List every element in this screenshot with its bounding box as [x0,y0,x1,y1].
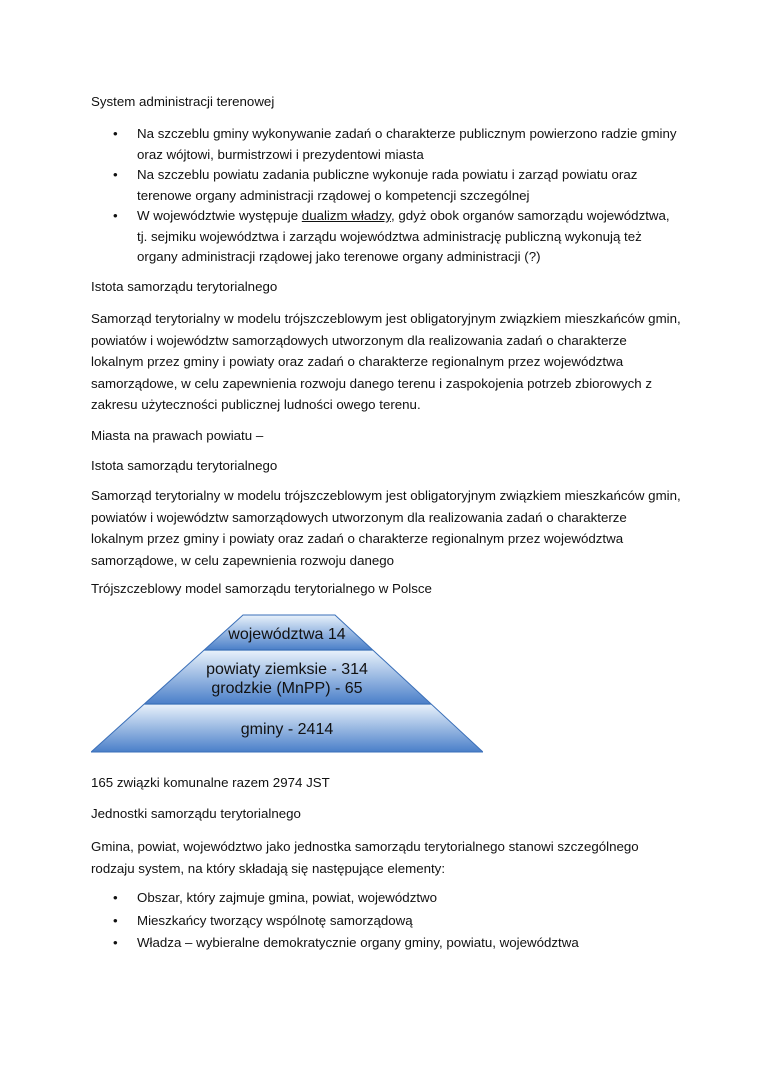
heading-system-administracji: System administracji terenowej [91,94,275,109]
pyramid-diagram [91,612,483,758]
list-item: • Obszar, który zajmuje gmina, powiat, województwo [113,890,438,905]
heading-istota-samorzadu-2: Istota samorządu terytorialnego [91,458,278,473]
underlined-term: dualizm władzy [301,208,391,223]
list-item: • Na szczeblu powiatu zadania publiczne wykonuje rada powiatu i zarząd powiatu oraz terenowe organy administracji rządowej o kompetencji szczególnej [113,167,638,203]
list-item: • W województwie występuje dualizm władzy, gdyż obok organów samorządu województwa, tj. sejmiku województwa i zarządu województwa administrację publiczną wykonują też organy administracji rządowej jako terenowe organy administracji (?) [113,208,670,264]
paragraph-jednostki: Gmina, powiat, województwo jako jednostka samorządu terytorialnego stanowi szczególnego rodzaju system, na który składają się następujące elementy: [91,839,639,876]
pyramid-label-bottom: gminy - 2414 [240,721,334,738]
paragraph-istota-1: Samorząd terytorialny w modelu trójszczeblowym jest obligatoryjnym związkiem mieszkańców gmin, powiatów i województw samorządowych utworzonym dla realizowania zadań o charakterze lokalnym przez gminy i powiaty oraz zadań o charakterze regionalnym przez województwa samorządowe, w celu zapewnienia rozwoju danego terenu i zaspokojenia potrzeb zbiorowych z zakresu użyteczności publicznej ludności owego terenu. [91,311,681,412]
bullet-list-elementy [91,888,579,956]
list-item: • Władza – wybieralne demokratycznie organy gminy, powiatu, województwa [113,935,579,950]
summary-jst: 165 związki komunalne razem 2974 JST [91,775,330,790]
list-item: • Na szczeblu gminy wykonywanie zadań o charakterze publicznym powierzono radzie gminy oraz wójtowi, burmistrzowi i prezydentowi miasta [113,126,677,162]
heading-istota-samorzadu: Istota samorządu terytorialnego [91,279,278,294]
heading-model-trojszczeblowy: Trójszczeblowy model samorządu terytorialnego w Polsce [91,581,432,596]
pyramid-label-top: województwa 14 [228,626,346,643]
list-item: • Mieszkańcy tworzący wspólnotę samorządową [113,912,413,928]
bullet-list-administracja [91,124,677,268]
heading-miasta-na-prawach-powiatu: Miasta na prawach powiatu – [91,428,264,443]
paragraph-istota-2: Samorząd terytorialny w modelu trójszczeblowym jest obligatoryjnym związkiem mieszkańców gmin, powiatów i województw samorządowych utworzonym dla realizowania zadań o charakterze lokalnym przez gminy i powiaty oraz zadań o charakterze regionalnym przez województwa samorządowe, w celu zapewnienia rozwoju danego [91,488,681,568]
pyramid-label-middle-1: powiaty ziemksie - 314 [206,661,368,678]
heading-jednostki-samorzadu: Jednostki samorządu terytorialnego [91,806,301,821]
pyramid-label-middle-2: grodzkie (MnPP) - 65 [211,680,363,697]
